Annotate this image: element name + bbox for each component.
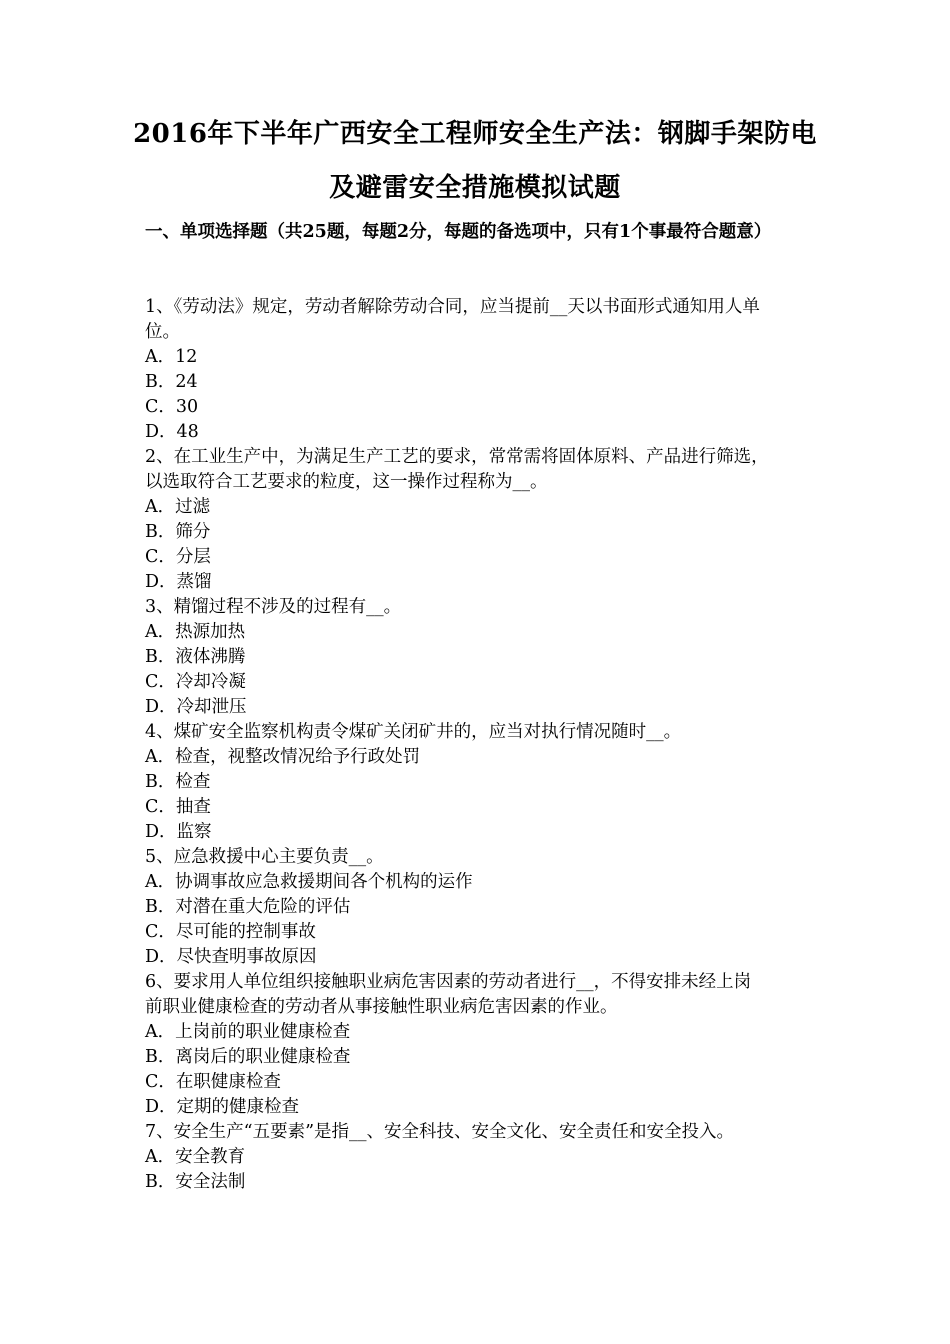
answer-option: C．抽查 <box>145 797 211 817</box>
answer-option: D．监察 <box>145 822 212 842</box>
answer-option: C．30 <box>145 397 199 417</box>
answer-option: D．定期的健康检查 <box>145 1097 300 1117</box>
document-title-line-1: 2016年下半年广西安全工程师安全生产法：钢脚手架防电 <box>133 119 817 149</box>
question <box>145 595 815 720</box>
answer-option: B．对潜在重大危险的评估 <box>145 897 351 917</box>
question <box>145 1120 815 1195</box>
question-list <box>145 295 815 1195</box>
question-text: 以选取符合工艺要求的粒度，这一操作过程称为__。 <box>145 472 548 492</box>
answer-option: C．在职健康检查 <box>145 1072 281 1092</box>
question-text: 位。 <box>145 322 180 342</box>
question-text: 7、安全生产“五要素”是指__、安全科技、安全文化、安全责任和安全投入。 <box>145 1122 735 1142</box>
question-text: 6、要求用人单位组织接触职业病危害因素的劳动者进行__，不得安排未经上岗 <box>145 972 752 992</box>
answer-option: A．12 <box>145 347 198 367</box>
document-title-line-2: 及避雷安全措施模拟试题 <box>329 173 621 203</box>
answer-option: D．尽快查明事故原因 <box>145 947 317 967</box>
question <box>145 295 815 445</box>
question-text: 4、煤矿安全监察机构责令煤矿关闭矿井的，应当对执行情况随时__。 <box>145 722 682 742</box>
answer-option: B．24 <box>145 372 198 392</box>
answer-option: A．检查，视整改情况给予行政处罚 <box>145 747 421 767</box>
answer-option: B．安全法制 <box>145 1172 246 1192</box>
answer-option: B．离岗后的职业健康检查 <box>145 1047 351 1067</box>
question <box>145 970 815 1120</box>
question <box>145 845 815 970</box>
question-text: 3、精馏过程不涉及的过程有__。 <box>145 597 402 617</box>
answer-option: C．冷却冷凝 <box>145 672 246 692</box>
question <box>145 445 815 595</box>
answer-option: D．冷却泄压 <box>145 697 247 717</box>
answer-option: A．热源加热 <box>145 622 246 642</box>
question <box>145 720 815 845</box>
answer-option: B．筛分 <box>145 522 211 542</box>
question-text: 5、应急救援中心主要负责__。 <box>145 847 384 867</box>
question-text: 1、《劳动法》规定，劳动者解除劳动合同，应当提前__天以书面形式通知用人单 <box>145 297 760 317</box>
section-heading: 一、单项选择题（共25题，每题2分，每题的备选项中，只有1个事最符合题意） <box>145 222 772 242</box>
answer-option: A．上岗前的职业健康检查 <box>145 1022 351 1042</box>
answer-option: D．蒸馏 <box>145 572 212 592</box>
answer-option: B．液体沸腾 <box>145 647 246 667</box>
answer-option: A．安全教育 <box>145 1147 246 1167</box>
answer-option: D．48 <box>145 422 199 442</box>
answer-option: C．尽可能的控制事故 <box>145 922 316 942</box>
answer-option: C．分层 <box>145 547 211 567</box>
question-text: 2、在工业生产中，为满足生产工艺的要求，常常需将固体原料、产品进行筛选， <box>145 447 769 467</box>
answer-option: A．过滤 <box>145 497 211 517</box>
answer-option: B．检查 <box>145 772 211 792</box>
question-text: 前职业健康检查的劳动者从事接触性职业病危害因素的作业。 <box>145 997 618 1017</box>
answer-option: A．协调事故应急救援期间各个机构的运作 <box>145 872 473 892</box>
